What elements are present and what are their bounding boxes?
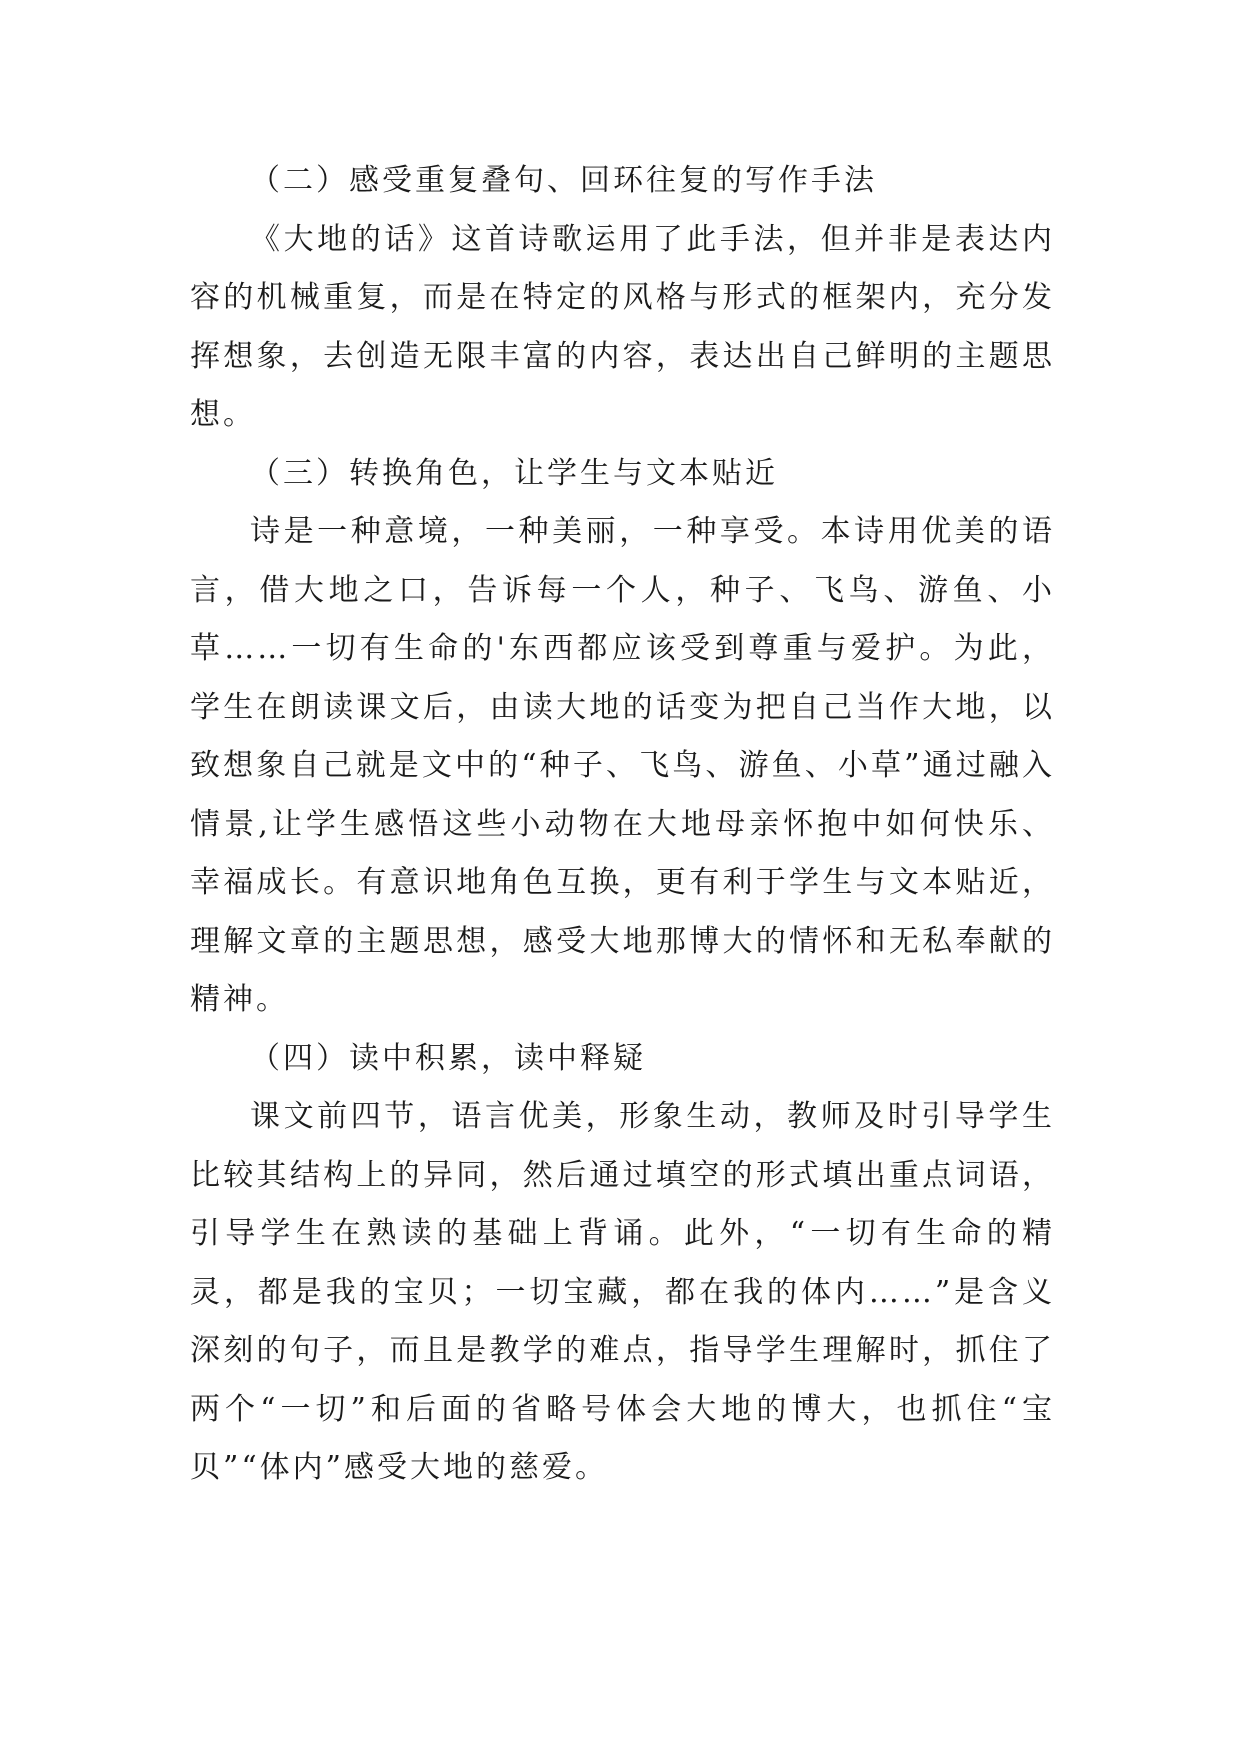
section-heading-2: （二）感受重复叠句、回环往复的写作手法	[250, 163, 877, 198]
section-paragraph-3: 诗是一种意境，一种美丽，一种享受。本诗用优美的语言，借大地之口，告诉每一个人，种子、飞鸟、游鱼、小草……一切有生命的'东西都应该受到尊重与爱护。为此，学生在朗读课文后，由读大地的话变为把自己当作大地，以致想象自己就是文中的“种子、飞鸟、游鱼、小草”通过融入情景,让学生感悟这些小动物在大地母亲怀抱中如何快乐、幸福成长。有意识地角色互换，更有利于学生与文本贴近，理解文章的主题思想，感受大地那博大的情怀和无私奉献的精神。	[190, 514, 1055, 1017]
section-heading-3: （三）转换角色，让学生与文本贴近	[250, 455, 778, 491]
section-paragraph-4: 课文前四节，语言优美，形象生动，教师及时引导学生比较其结构上的异同，然后通过填空的形式填出重点词语，引导学生在熟读的基础上背诵。此外，“一切有生命的精灵，都是我的宝贝；一切宝藏，都在我的体内……”是含义深刻的句子，而且是教学的难点，指导学生理解时，抓住了两个“一切”和后面的省略号体会大地的博大，也抓住“宝贝”“体内”感受大地的慈爱。	[190, 1099, 1055, 1485]
section-heading-4: （四）读中积累，读中释疑	[250, 1040, 646, 1076]
document-body	[190, 152, 1055, 1498]
section-paragraph-2: 《大地的话》这首诗歌运用了此手法，但并非是表达内容的机械重复，而是在特定的风格与形式的框架内，充分发挥想象，去创造无限丰富的内容，表达出自己鲜明的主题思想。	[190, 221, 1055, 432]
